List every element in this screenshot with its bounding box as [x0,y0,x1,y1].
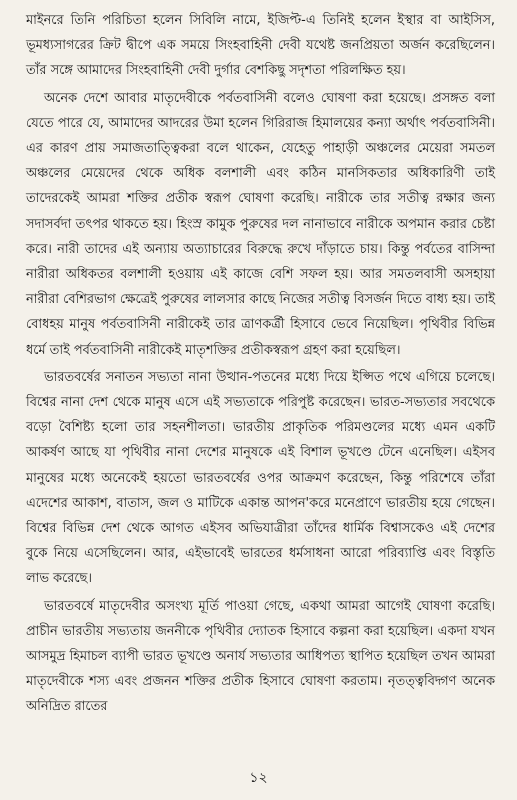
page-number: ১২ [249,770,268,786]
paragraph-2: অনেক দেশে আবার মাতৃদেবীকে পর্বতবাসিনী বলেও ঘোষণা করা হয়েছে। প্রসঙ্গত বলা যেতে পারে যে, আমাদের আদরের উমা হলেন গিরিরাজ হিমালয়ের কন্যা অর্থাৎ পর্বতবাসিনী। এর কারণ প্রায় সমাজতাত্ত্বিকরা বলে থাকেন, যেহেতু পাহাড়ী অঞ্চলের মেয়েরা সমতল অঞ্চলের মেয়েদের থেকে অধিক বলশালী এবং কঠিন মানসিকতার অধিকারিণী তাই তাদেরকেই আমরা শক্তির প্রতীক স্বরূপ ঘোষণা করেছি। নারীকে তার সতীত্ব রক্ষার জন্য সদাসর্বদা তৎপর থাকতে হয়। হিংস্র কামুক পুরুষের দল নানাভাবে নারীকে অপমান করার চেষ্টা করে। নারী তাদের এই অন্যায় অত্যাচারের বিরুদ্ধে রুখে দাঁড়াতে চায়। কিন্তু পর্বতের বাসিন্দা নারীরা অধিকতর বলশালী হওয়ায় এই কাজে বেশি সফল হয়। আর সমতলবাসী অসহায়া নারীরা বেশিরভাগ ক্ষেত্রেই পুরুষের লালসার কাছে নিজের সতীত্ব বিসর্জন দিতে বাধ্য হয়। তাই বোধহয় মানুষ পর্বতবাসিনী নারীকেই তার ত্রাণকর্ত্রী হিসাবে ভেবে নিয়েছিল। পৃথিবীর বিভিন্ন ধর্মে তাই পর্বতবাসিনী নারীকেই মাতৃশক্তির প্রতীকস্বরূপ গ্রহণ করা হয়েছিল। [26,90,496,358]
paragraph-1: মাইনরে তিনি পরিচিতা হলেন সিবিলি নামে, ইজিপ্ট-এ তিনিই হলেন ইস্থার বা আইসিস, ভূমধ্যসাগরের ক্রিট দ্বীপে এক সময়ে সিংহবাহিনী দেবী যথেষ্ট জনপ্রিয়তা অর্জন করেছিলেন। তাঁর সঙ্গে আমাদের সিংহবাহিনী দেবী দুর্গার বেশকিছু সদৃশতা পরিলক্ষিত হয়। [26,13,495,79]
paragraph-3: ভারতবর্ষের সনাতন সভ্যতা নানা উত্থান-পতনের মধ্যে দিয়ে ইপ্সিত পথে এগিয়ে চলেছে। বিশ্বের নানা দেশ থেকে মানুষ এসে এই সভ্যতাকে পরিপুষ্ট করেছেন। ভারত-সভ্যতার সবথেকে বড়ো বৈশিষ্ট্য হলো তার সহনশীলতা। ভারতীয় প্রাকৃতিক পরিমণ্ডলের মধ্যে এমন একটি আকর্ষণ আছে যা পৃথিবীর নানা দেশের মানুষকে এই বিশাল ভূখণ্ডে টেনে এনেছিল। এইসব মানুষের মধ্যে অনেকেই হয়তো ভারতবর্ষের ওপর আক্রমণ করেছেন, কিন্তু পরিশেষে তাঁরা এদেশের আকাশ, বাতাস, জল ও মাটিকে একান্ত আপন'করে মনেপ্রাণে ভারতীয় হয়ে গেছেন। বিশ্বের বিভিন্ন দেশ থেকে আগত এইসব অভিযাত্রীরা তাঁদের ধার্মিক বিশ্বাসকেও এই দেশের বুকে নিয়ে এসেছিলেন। আর, এইভাবেই ভারতের ধর্মসাধনা আরো পরিব্যাপ্তি এবং বিস্তৃতি লাভ করেছে। [26,369,495,587]
paragraph-4: ভারতবর্ষে মাতৃদেবীর অসংখ্য মূর্তি পাওয়া গেছে, একথা আমরা আগেই ঘোষণা করেছি। প্রাচীন ভারতীয় সভ্যতায় জননীকে পৃথিবীর দ্যোতক হিসাবে কল্পনা করা হয়েছিল। একদা যখন আসমুদ্র হিমাচল ব্যাপী ভারত ভূখণ্ডে অনার্য সভ্যতার আধিপত্য স্থাপিত হয়েছিল তখন আমরা মাতৃদেবীকে শস্য এবং প্রজনন শক্তির প্রতীক হিসাবে ঘোষণা করতাম। নৃতত্ত্ববিদ্গণ অনেক অনিদ্রিত রাতের [26,598,495,715]
